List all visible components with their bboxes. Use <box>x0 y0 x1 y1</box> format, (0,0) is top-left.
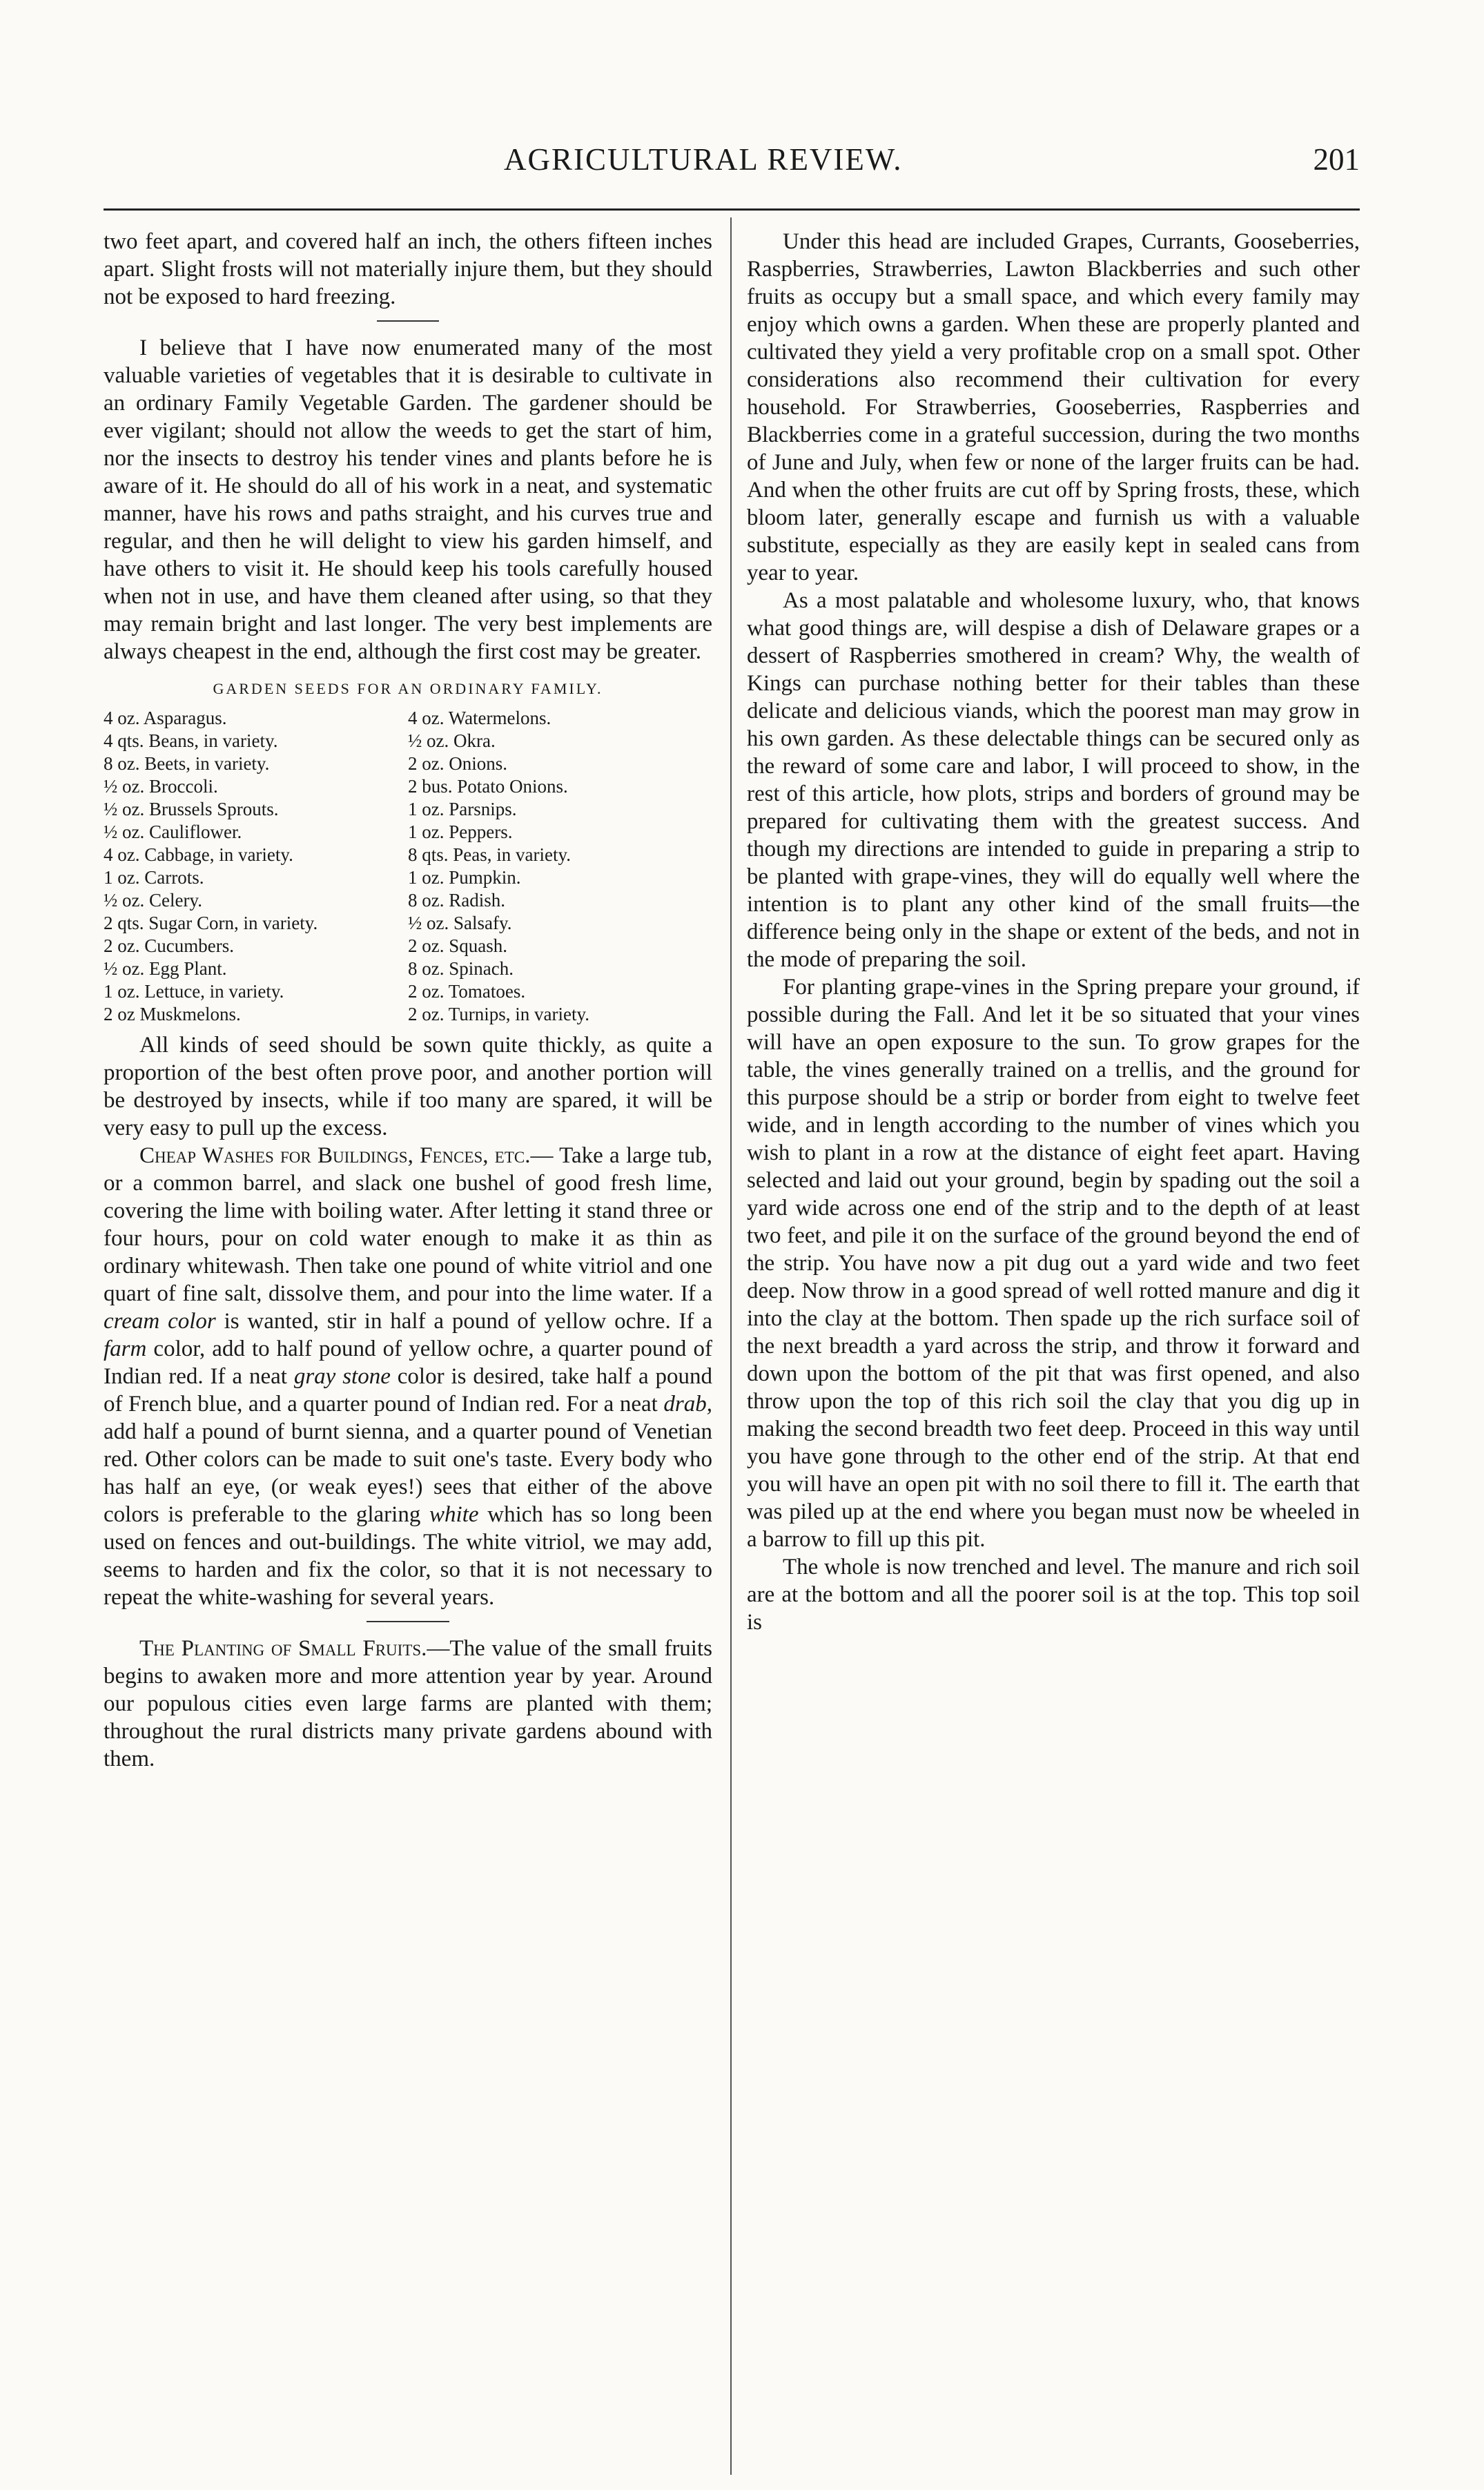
paragraph: All kinds of seed should be sown quite thickly, as quite a proportion of the best often prove poor, and another portion will be destroyed by insects, while if too many are spared, it will be very easy to pull up the excess. <box>104 1033 712 1140</box>
seed-entry: 4 oz. Cabbage, in variety. <box>104 844 293 865</box>
seed-row <box>104 1003 712 1026</box>
seed-entry: 2 oz Muskmelons. <box>104 1004 241 1024</box>
right-column <box>747 228 1360 1636</box>
seed-row <box>104 775 712 798</box>
washes-paragraph: Cheap Washes for Buildings, Fences, etc.— Take a large tub, or a common barrel, and slack one bushel of good fresh lime, covering the lime with boiling water. After letting it stand three or four hours, pour on cold water enough to make it as thin as ordinary whitewash. Then take one pound of white vitriol and one quart of fine salt, dissolve them, and pour into the lime water. If a cream color is wanted, stir in half a pound of yellow ochre. If a farm color, add to half pound of yellow ochre, a quarter pound of Indian red. If a neat gray stone color is desired, take half a pound of French blue, and a quarter pound of Indian red. For a neat drab, add half a pound of burnt sienna, and a quarter pound of Venetian red. Other colors can be made to suit one's taste. Every body who has half an eye, (or weak eyes!) sees that either of the above colors is preferable to the glaring white which has so long been used on fences and out-buildings. The white vitriol, we may add, seems to harden and fix the color, so that it is not necessary to repeat the white-washing for several years. <box>104 1143 712 1610</box>
seed-entry: ½ oz. Celery. <box>104 890 202 911</box>
seed-entry: 2 oz. Turnips, in variety. <box>408 1004 589 1024</box>
paragraph: I believe that I have now enumerated many of the most valuable varieties of vegetables that it is desirable to cultivate in an ordinary Family Vegetable Garden. The gardener should be ever vigilant; should not allow the weeds to get the start of him, nor the insects to destroy his tender vines and plants before he is aware of it. He should do all of his work in a neat, and systematic manner, have his rows and paths straight, and his curves true and regular, and then he will delight to view his garden himself, and have others to visit it. He should keep his tools carefully housed when not in use, and have them cleaned after using, so that they may remain bright and last longer. The very best implements are always cheapest in the end, although the first cost may be greater. <box>104 335 712 664</box>
seeds-list-title: GARDEN SEEDS FOR AN ORDINARY FAMILY. <box>213 680 603 697</box>
seed-row <box>104 730 712 752</box>
seed-entry: 8 qts. Peas, in variety. <box>408 844 571 865</box>
seed-entry: ½ oz. Brussels Sprouts. <box>104 799 279 819</box>
seed-entry: 2 oz. Squash. <box>408 935 507 956</box>
seed-entry: ½ oz. Okra. <box>408 730 496 751</box>
seed-entry: 2 oz. Onions. <box>408 753 507 774</box>
seeds-table <box>104 707 712 1026</box>
seed-entry: 4 oz. Asparagus. <box>104 708 227 728</box>
paragraph: The whole is now trenched and level. The manure and rich soil are at the bottom and all the poorer soil is at the top. This top soil is <box>747 1555 1360 1635</box>
seed-row <box>104 866 712 889</box>
seed-row <box>104 912 712 935</box>
separator-rule <box>377 320 439 322</box>
seed-entry: 1 oz. Lettuce, in variety. <box>104 981 284 1002</box>
seed-entry: 2 bus. Potato Onions. <box>408 776 568 797</box>
seed-row <box>104 821 712 844</box>
seed-entry: 2 oz. Tomatoes. <box>408 981 526 1002</box>
left-column <box>104 228 712 1773</box>
seed-entry: 8 oz. Spinach. <box>408 958 514 979</box>
paragraph: As a most palatable and wholesome luxury, who, that knows what good things are, will despise a dish of Delaware grapes or a dessert of Raspberries smothered in cream? Why, the wealth of Kings can purchase nothing better for their tables than these delicate and delicious viands, which the poorest man may grow in his own garden. As these delectable things can be secured only as the reward of some care and labor, I will proceed to show, in the rest of this article, how plots, strips and borders of ground may be prepared for cultivating them with the greatest success. And though my directions are intended to guide in preparing a strip to be planted with grape-vines, they will do equally well where the intention is to plant any other kind of the small fruits—the difference being only in the shape or extent of the beds, and not in the mode of preparing the soil. <box>747 588 1360 972</box>
seed-entry: 8 oz. Radish. <box>408 890 505 911</box>
seed-row <box>104 935 712 957</box>
seed-entry: ½ oz. Egg Plant. <box>104 958 227 979</box>
seed-row <box>104 980 712 1003</box>
seed-entry: 1 oz. Peppers. <box>408 821 513 842</box>
seed-entry: 1 oz. Pumpkin. <box>408 867 521 888</box>
seed-entry: ½ oz. Salsafy. <box>408 913 512 933</box>
seed-entry: 4 oz. Watermelons. <box>408 708 551 728</box>
paragraph: For planting grape-vines in the Spring prepare your ground, if possible during the Fall. And let it be so situated that your vines will have an open exposure to the sun. To grow grapes for the table, the vines generally trained on a trellis, and the ground for this purpose should be a strip or border from eight to twelve feet wide, and in length according to the number of vines which you wish to plant in a row at the distance of eight feet apart. Having selected and laid out your ground, begin by spading out the soil a yard wide across one end of the strip and to the depth of at least two feet, and pile it on the surface of the ground beyond the end of the strip. You have now a pit dug out a yard wide and two feet deep. Now throw in a good spread of well rotted manure and dig it into the clay at the bottom. Then spade up the rich surface soil of the next breadth a yard across the strip, and throw it forward and down upon the bottom of the pit that was first opened, and also throw upon the top of this rich soil the clay that you dig up in making the second breadth two feet deep. Proceed in this way until you have gone through to the other end of the strip. At that end you will have an open pit with no soil there to fill it. The earth that was piled up at the end where you began must now be wheeled in a barrow to fill up this pit. <box>747 975 1360 1552</box>
page-header <box>104 142 1360 190</box>
column-divider <box>730 217 732 2475</box>
seed-entry: 8 oz. Beets, in variety. <box>104 753 270 774</box>
seed-row <box>104 844 712 866</box>
planting-paragraph: The Planting of Small Fruits.—The value of the small fruits begins to awaken more and more attention year by year. Around our populous cities even large farms are planted with them; throughout the rural districts many private gardens abound with them. <box>104 1636 712 1771</box>
seed-entry: ½ oz. Cauliflower. <box>104 821 242 842</box>
separator-rule <box>367 1621 449 1622</box>
seed-row <box>104 889 712 912</box>
paragraph: Under this head are included Grapes, Currants, Gooseberries, Raspberries, Strawberries, Lawton Blackberries and such other fruits as occupy but a small space, and which every family may enjoy which owns a garden. When these are properly planted and cultivated they yield a very profitable crop on a small spot. Other considerations also recommend their cultivation for every household. For Strawberries, Gooseberries, Raspberries and Blackberries come in a grateful succession, during the two months of June and July, when few or none of the larger fruits can be had. And when the other fruits are cut off by Spring frosts, these, which bloom later, generally escape and furnish us with a valuable substitute, especially as they are easily kept in sealed cans from year to year. <box>747 229 1360 585</box>
running-title: AGRICULTURAL REVIEW. <box>504 142 903 177</box>
seed-entry: 1 oz. Parsnips. <box>408 799 517 819</box>
seed-row <box>104 707 712 730</box>
seed-row <box>104 798 712 821</box>
seed-row <box>104 752 712 775</box>
seed-row <box>104 957 712 980</box>
seed-entry: ½ oz. Broccoli. <box>104 776 218 797</box>
seed-entry: 1 oz. Carrots. <box>104 867 204 888</box>
page-number: 201 <box>1313 142 1360 177</box>
seed-entry: 2 qts. Sugar Corn, in variety. <box>104 913 318 933</box>
paragraph: two feet apart, and covered half an inch, the others fifteen inches apart. Slight frosts will not materially injure them, but they should not be exposed to hard freezing. <box>104 229 712 309</box>
header-rule <box>104 208 1360 211</box>
seed-entry: 2 oz. Cucumbers. <box>104 935 234 956</box>
section-heading: The Planting of Small Fruits.— <box>139 1636 450 1661</box>
seed-entry: 4 qts. Beans, in variety. <box>104 730 278 751</box>
section-heading: Cheap Washes for Buildings, Fences, etc.— <box>139 1143 554 1168</box>
